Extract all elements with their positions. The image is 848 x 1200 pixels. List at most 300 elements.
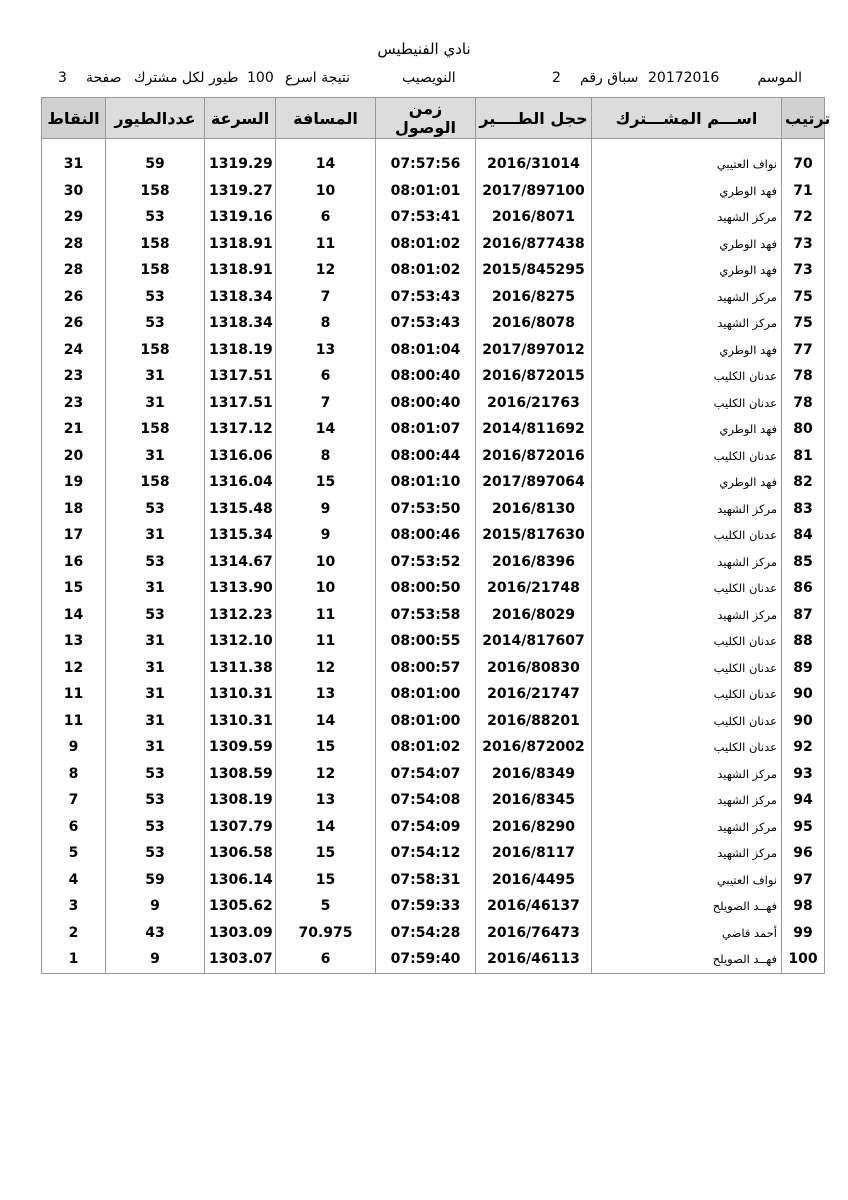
cell-distance: 14	[276, 708, 376, 735]
cell-rank: 73	[782, 257, 825, 284]
cell-arrival: 08:00:55	[376, 628, 476, 655]
cell-birds: 53	[106, 549, 205, 576]
cell-birds: 158	[106, 178, 205, 205]
cell-distance: 6	[276, 946, 376, 973]
cell-birds: 158	[106, 231, 205, 258]
cell-arrival: 08:00:40	[376, 363, 476, 390]
table-row	[42, 310, 825, 337]
cell-distance: 11	[276, 628, 376, 655]
cell-speed: 1310.31	[205, 708, 276, 735]
table-row	[42, 549, 825, 576]
cell-birds: 31	[106, 575, 205, 602]
cell-speed: 1307.79	[205, 814, 276, 841]
cell-name: فهد الوطري	[592, 337, 782, 364]
cell-arrival: 07:54:07	[376, 761, 476, 788]
cell-birds: 43	[106, 920, 205, 947]
cell-speed: 1315.48	[205, 496, 276, 523]
cell-points: 21	[42, 416, 106, 443]
cell-name: عدنان الكليب	[592, 655, 782, 682]
cell-arrival: 07:54:28	[376, 920, 476, 947]
cell-points: 8	[42, 761, 106, 788]
table-row	[42, 337, 825, 364]
cell-rank: 83	[782, 496, 825, 523]
cell-points: 11	[42, 681, 106, 708]
table-row	[42, 522, 825, 549]
cell-speed: 1311.38	[205, 655, 276, 682]
cell-ring: 2015/817630	[476, 522, 592, 549]
cell-name: مركز الشهيد	[592, 204, 782, 231]
cell-rank: 98	[782, 893, 825, 920]
cell-speed: 1318.19	[205, 337, 276, 364]
cell-birds: 31	[106, 522, 205, 549]
cell-name: عدنان الكليب	[592, 363, 782, 390]
cell-distance: 8	[276, 310, 376, 337]
cell-name: فهد الوطري	[592, 257, 782, 284]
cell-birds: 31	[106, 443, 205, 470]
cell-name: مركز الشهيد	[592, 496, 782, 523]
cell-arrival: 08:01:04	[376, 337, 476, 364]
cell-arrival: 07:53:58	[376, 602, 476, 629]
cell-arrival: 08:00:46	[376, 522, 476, 549]
cell-ring: 2016/21748	[476, 575, 592, 602]
cell-distance: 13	[276, 337, 376, 364]
cell-rank: 87	[782, 602, 825, 629]
cell-rank: 93	[782, 761, 825, 788]
cell-name: مركز الشهيد	[592, 549, 782, 576]
table-row	[42, 178, 825, 205]
cell-birds: 53	[106, 310, 205, 337]
cell-distance: 15	[276, 469, 376, 496]
birds-note: طيور لكل مشترك	[134, 70, 239, 86]
cell-ring: 2014/817607	[476, 628, 592, 655]
cell-birds: 53	[106, 761, 205, 788]
cell-name: مركز الشهيد	[592, 787, 782, 814]
cell-rank: 84	[782, 522, 825, 549]
cell-name: عدنان الكليب	[592, 390, 782, 417]
col-speed: السرعة	[205, 98, 276, 139]
cell-points: 5	[42, 840, 106, 867]
cell-points: 28	[42, 257, 106, 284]
table-row	[42, 681, 825, 708]
cell-birds: 9	[106, 893, 205, 920]
cell-rank: 95	[782, 814, 825, 841]
cell-ring: 2016/872002	[476, 734, 592, 761]
cell-rank: 71	[782, 178, 825, 205]
cell-rank: 78	[782, 390, 825, 417]
cell-ring: 2016/46113	[476, 946, 592, 973]
cell-speed: 1305.62	[205, 893, 276, 920]
cell-distance: 12	[276, 257, 376, 284]
cell-rank: 72	[782, 204, 825, 231]
cell-distance: 8	[276, 443, 376, 470]
cell-name: مركز الشهيد	[592, 602, 782, 629]
cell-arrival: 07:54:09	[376, 814, 476, 841]
cell-ring: 2017/897064	[476, 469, 592, 496]
cell-points: 16	[42, 549, 106, 576]
table-row	[42, 655, 825, 682]
cell-arrival: 07:59:33	[376, 893, 476, 920]
page-number: 3	[58, 70, 67, 86]
cell-birds: 158	[106, 416, 205, 443]
cell-name: عدنان الكليب	[592, 443, 782, 470]
cell-arrival: 08:01:02	[376, 257, 476, 284]
cell-ring: 2016/8349	[476, 761, 592, 788]
table-row	[42, 787, 825, 814]
cell-rank: 90	[782, 681, 825, 708]
cell-points: 9	[42, 734, 106, 761]
cell-arrival: 08:01:02	[376, 231, 476, 258]
cell-distance: 14	[276, 814, 376, 841]
cell-birds: 53	[106, 840, 205, 867]
cell-arrival: 07:53:50	[376, 496, 476, 523]
cell-points: 13	[42, 628, 106, 655]
cell-arrival: 07:53:43	[376, 310, 476, 337]
race-label: سباق رقم	[580, 70, 639, 86]
cell-birds: 31	[106, 363, 205, 390]
cell-ring: 2016/31014	[476, 151, 592, 178]
cell-arrival: 07:54:08	[376, 787, 476, 814]
cell-name: نواف العتيبي	[592, 867, 782, 894]
result-label: نتيجة اسرع	[285, 70, 351, 86]
cell-arrival: 08:01:00	[376, 708, 476, 735]
cell-ring: 2016/88201	[476, 708, 592, 735]
cell-speed: 1312.10	[205, 628, 276, 655]
race-number: 2	[552, 70, 561, 86]
cell-rank: 86	[782, 575, 825, 602]
cell-name: عدنان الكليب	[592, 708, 782, 735]
cell-arrival: 07:58:31	[376, 867, 476, 894]
cell-ring: 2017/897012	[476, 337, 592, 364]
cell-points: 19	[42, 469, 106, 496]
table-row	[42, 416, 825, 443]
cell-distance: 9	[276, 496, 376, 523]
cell-arrival: 07:57:56	[376, 151, 476, 178]
cell-ring: 2016/8071	[476, 204, 592, 231]
cell-points: 20	[42, 443, 106, 470]
cell-rank: 73	[782, 231, 825, 258]
cell-ring: 2016/872016	[476, 443, 592, 470]
cell-arrival: 08:01:10	[376, 469, 476, 496]
col-arrival: زمن الوصول	[376, 98, 476, 139]
cell-arrival: 07:59:40	[376, 946, 476, 973]
cell-rank: 85	[782, 549, 825, 576]
cell-arrival: 07:53:41	[376, 204, 476, 231]
cell-speed: 1319.16	[205, 204, 276, 231]
cell-ring: 2016/4495	[476, 867, 592, 894]
cell-rank: 96	[782, 840, 825, 867]
cell-ring: 2016/877438	[476, 231, 592, 258]
cell-distance: 9	[276, 522, 376, 549]
cell-speed: 1312.23	[205, 602, 276, 629]
cell-rank: 78	[782, 363, 825, 390]
cell-birds: 31	[106, 655, 205, 682]
table-row	[42, 761, 825, 788]
cell-distance: 10	[276, 178, 376, 205]
cell-name: مركز الشهيد	[592, 761, 782, 788]
cell-distance: 7	[276, 390, 376, 417]
cell-name: مركز الشهيد	[592, 284, 782, 311]
cell-rank: 89	[782, 655, 825, 682]
cell-name: أحمد قاضي	[592, 920, 782, 947]
cell-points: 23	[42, 363, 106, 390]
col-rank: ترتيب	[782, 98, 825, 139]
cell-birds: 53	[106, 204, 205, 231]
cell-points: 26	[42, 310, 106, 337]
cell-ring: 2016/76473	[476, 920, 592, 947]
col-birds: عددالطيور	[106, 98, 205, 139]
cell-name: عدنان الكليب	[592, 681, 782, 708]
cell-arrival: 08:00:50	[376, 575, 476, 602]
cell-birds: 53	[106, 496, 205, 523]
cell-name: فهد الوطري	[592, 469, 782, 496]
cell-speed: 1308.19	[205, 787, 276, 814]
cell-ring: 2016/46137	[476, 893, 592, 920]
cell-rank: 70	[782, 151, 825, 178]
cell-arrival: 08:01:02	[376, 734, 476, 761]
cell-ring: 2016/8345	[476, 787, 592, 814]
table-row	[42, 867, 825, 894]
cell-arrival: 08:01:01	[376, 178, 476, 205]
cell-points: 3	[42, 893, 106, 920]
cell-distance: 10	[276, 549, 376, 576]
cell-birds: 53	[106, 602, 205, 629]
cell-speed: 1306.58	[205, 840, 276, 867]
cell-points: 26	[42, 284, 106, 311]
table-row	[42, 602, 825, 629]
cell-arrival: 08:01:00	[376, 681, 476, 708]
col-distance: المسافة	[276, 98, 376, 139]
cell-name: فهــد الصويلح	[592, 893, 782, 920]
cell-birds: 59	[106, 151, 205, 178]
cell-name: عدنان الكليب	[592, 575, 782, 602]
table-row	[42, 814, 825, 841]
cell-distance: 13	[276, 681, 376, 708]
cell-speed: 1310.31	[205, 681, 276, 708]
cell-arrival: 08:01:07	[376, 416, 476, 443]
cell-points: 11	[42, 708, 106, 735]
cell-speed: 1303.07	[205, 946, 276, 973]
cell-speed: 1316.04	[205, 469, 276, 496]
cell-speed: 1317.51	[205, 390, 276, 417]
cell-points: 23	[42, 390, 106, 417]
table-row	[42, 496, 825, 523]
cell-speed: 1316.06	[205, 443, 276, 470]
col-ring: حجل الطــــير	[476, 98, 592, 139]
table-row	[42, 443, 825, 470]
cell-birds: 53	[106, 284, 205, 311]
cell-distance: 70.975	[276, 920, 376, 947]
club-name: نادي الفنيطيس	[377, 40, 471, 58]
cell-distance: 14	[276, 416, 376, 443]
cell-rank: 75	[782, 284, 825, 311]
cell-points: 28	[42, 231, 106, 258]
cell-speed: 1314.67	[205, 549, 276, 576]
cell-distance: 15	[276, 734, 376, 761]
cell-points: 7	[42, 787, 106, 814]
table-row	[42, 257, 825, 284]
cell-birds: 31	[106, 681, 205, 708]
table-row	[42, 946, 825, 973]
cell-name: مركز الشهيد	[592, 840, 782, 867]
cell-name: مركز الشهيد	[592, 814, 782, 841]
cell-rank: 88	[782, 628, 825, 655]
cell-arrival: 08:00:44	[376, 443, 476, 470]
cell-distance: 6	[276, 363, 376, 390]
cell-rank: 100	[782, 946, 825, 973]
table-row	[42, 575, 825, 602]
cell-rank: 97	[782, 867, 825, 894]
table-row	[42, 390, 825, 417]
cell-points: 24	[42, 337, 106, 364]
table-row	[42, 840, 825, 867]
cell-distance: 5	[276, 893, 376, 920]
cell-birds: 31	[106, 390, 205, 417]
cell-rank: 99	[782, 920, 825, 947]
result-count: 100	[247, 70, 274, 86]
cell-rank: 80	[782, 416, 825, 443]
season-value: 20172016	[648, 70, 720, 86]
cell-distance: 10	[276, 575, 376, 602]
cell-name: فهد الوطري	[592, 178, 782, 205]
cell-name: فهد الوطري	[592, 416, 782, 443]
cell-speed: 1303.09	[205, 920, 276, 947]
cell-ring: 2016/80830	[476, 655, 592, 682]
cell-points: 30	[42, 178, 106, 205]
cell-speed: 1319.29	[205, 151, 276, 178]
table-row	[42, 204, 825, 231]
table-row	[42, 920, 825, 947]
cell-speed: 1317.51	[205, 363, 276, 390]
cell-rank: 92	[782, 734, 825, 761]
cell-ring: 2016/8130	[476, 496, 592, 523]
results-table	[41, 97, 831, 974]
cell-birds: 53	[106, 814, 205, 841]
cell-speed: 1315.34	[205, 522, 276, 549]
cell-speed: 1319.27	[205, 178, 276, 205]
cell-points: 1	[42, 946, 106, 973]
cell-arrival: 08:00:57	[376, 655, 476, 682]
table-row	[42, 708, 825, 735]
cell-name: عدنان الكليب	[592, 734, 782, 761]
cell-birds: 31	[106, 734, 205, 761]
cell-name: فهــد الصويلح	[592, 946, 782, 973]
cell-speed: 1313.90	[205, 575, 276, 602]
col-name: اســـم المشـــترك	[592, 98, 782, 139]
col-points: النقاط	[42, 98, 106, 139]
cell-points: 17	[42, 522, 106, 549]
cell-distance: 15	[276, 867, 376, 894]
cell-birds: 31	[106, 708, 205, 735]
cell-ring: 2016/8029	[476, 602, 592, 629]
cell-points: 15	[42, 575, 106, 602]
table-row	[42, 284, 825, 311]
cell-speed: 1318.91	[205, 231, 276, 258]
cell-rank: 77	[782, 337, 825, 364]
cell-ring: 2016/21747	[476, 681, 592, 708]
cell-speed: 1318.34	[205, 284, 276, 311]
cell-birds: 53	[106, 787, 205, 814]
cell-birds: 158	[106, 257, 205, 284]
cell-ring: 2016/8290	[476, 814, 592, 841]
page-label: صفحة	[86, 70, 122, 86]
table-row	[42, 628, 825, 655]
header-row	[42, 98, 825, 139]
cell-ring: 2016/8117	[476, 840, 592, 867]
cell-distance: 14	[276, 151, 376, 178]
cell-speed: 1317.12	[205, 416, 276, 443]
cell-points: 4	[42, 867, 106, 894]
cell-rank: 82	[782, 469, 825, 496]
cell-name: فهد الوطري	[592, 231, 782, 258]
table-row	[42, 231, 825, 258]
cell-ring: 2016/8078	[476, 310, 592, 337]
table-row	[42, 363, 825, 390]
cell-arrival: 08:00:40	[376, 390, 476, 417]
cell-distance: 12	[276, 761, 376, 788]
cell-arrival: 07:54:12	[376, 840, 476, 867]
cell-points: 6	[42, 814, 106, 841]
cell-birds: 9	[106, 946, 205, 973]
cell-speed: 1306.14	[205, 867, 276, 894]
cell-rank: 75	[782, 310, 825, 337]
cell-name: عدنان الكليب	[592, 522, 782, 549]
cell-distance: 11	[276, 602, 376, 629]
cell-ring: 2014/811692	[476, 416, 592, 443]
cell-speed: 1308.59	[205, 761, 276, 788]
cell-speed: 1309.59	[205, 734, 276, 761]
cell-ring: 2016/872015	[476, 363, 592, 390]
cell-arrival: 07:53:52	[376, 549, 476, 576]
race-name: النويصيب	[402, 70, 456, 86]
cell-ring: 2016/21763	[476, 390, 592, 417]
season-label: الموسم	[757, 70, 802, 86]
cell-points: 29	[42, 204, 106, 231]
cell-points: 2	[42, 920, 106, 947]
cell-name: عدنان الكليب	[592, 628, 782, 655]
table-row	[42, 893, 825, 920]
table-row	[42, 151, 825, 178]
cell-rank: 81	[782, 443, 825, 470]
cell-name: نواف العتيبي	[592, 151, 782, 178]
cell-points: 14	[42, 602, 106, 629]
cell-points: 31	[42, 151, 106, 178]
cell-rank: 90	[782, 708, 825, 735]
cell-speed: 1318.34	[205, 310, 276, 337]
cell-birds: 31	[106, 628, 205, 655]
cell-distance: 7	[276, 284, 376, 311]
cell-points: 12	[42, 655, 106, 682]
cell-ring: 2016/8275	[476, 284, 592, 311]
table-row	[42, 469, 825, 496]
cell-rank: 94	[782, 787, 825, 814]
cell-name: مركز الشهيد	[592, 310, 782, 337]
cell-ring: 2015/845295	[476, 257, 592, 284]
cell-speed: 1318.91	[205, 257, 276, 284]
table-row	[42, 734, 825, 761]
cell-points: 18	[42, 496, 106, 523]
cell-distance: 15	[276, 840, 376, 867]
cell-ring: 2017/897100	[476, 178, 592, 205]
cell-distance: 13	[276, 787, 376, 814]
cell-distance: 6	[276, 204, 376, 231]
cell-ring: 2016/8396	[476, 549, 592, 576]
cell-distance: 12	[276, 655, 376, 682]
cell-distance: 11	[276, 231, 376, 258]
cell-birds: 59	[106, 867, 205, 894]
cell-birds: 158	[106, 337, 205, 364]
cell-arrival: 07:53:43	[376, 284, 476, 311]
cell-birds: 158	[106, 469, 205, 496]
